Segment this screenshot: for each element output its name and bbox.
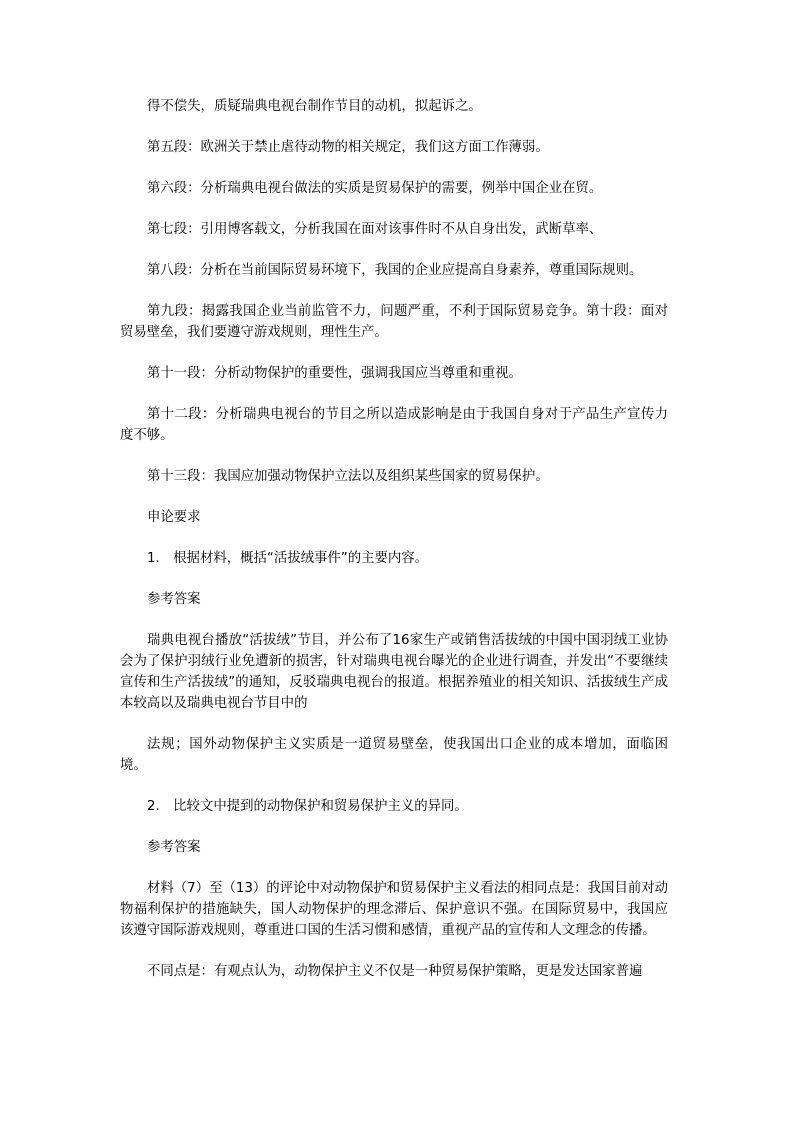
answer-1-paragraph-1: 瑞典电视台播放“活拔绒”节目，并公布了16家生产或销售活拔绒的中国中国羽绒工业协会为了保护羽绒行业免遭新的损害，针对瑞典电视台曝光的企业进行调查，并发出“不要继续宣传和生产活拔绒”的通知，反驳瑞典电视台的报道。根据养殖业的相关知识、活拔绒生产成本较高以及瑞典电视台节目中的 — [120, 633, 668, 711]
section-heading-requirements: 申论要求 — [147, 510, 201, 525]
answer-2-paragraph-1: 材料（7）至（13）的评论中对动物保护和贸易保护主义看法的相同点是：我国目前对动物福利保护的措施缺失，国人动物保护的理念滞后、保护意识不强。在国际贸易中，我国应该遵守国际游戏规则，尊重进口国的生活习惯和感情，重视产品的宣传和人文理念的传播。 — [120, 881, 669, 938]
paragraph-9: 第十三段：我国应加强动物保护立法以及组织某些国家的贸易保护。 — [147, 469, 549, 484]
answer-1-paragraph-2: 法规；国外动物保护主义实质是一道贸易壁垒，使我国出口企业的成本增加，面临困境。 — [120, 737, 668, 773]
question-1: 1. 根据材料，概括“活拔绒事件”的主要内容。 — [147, 551, 429, 566]
answer-heading-1: 参考答案 — [147, 592, 201, 607]
paragraph-4: 第七段：引用博客载文，分析我国在面对该事件时不从自身出发，武断草率、 — [147, 222, 603, 237]
paragraph-6: 第九段：揭露我国企业当前监管不力，问题严重，不利于国际贸易竞争。第十段：面对贸易壁垒，我们要遵守游戏规则，理性生产。 — [120, 304, 668, 340]
answer-2-paragraph-2: 不同点是：有观点认为，动物保护主义不仅是一种贸易保护策略，更是发达国家普遍 — [147, 964, 643, 979]
question-2: 2. 比较文中提到的动物保护和贸易保护主义的异同。 — [147, 799, 468, 814]
answer-heading-2: 参考答案 — [147, 840, 201, 855]
document-page — [120, 96, 668, 982]
paragraph-3: 第六段：分析瑞典电视台做法的实质是贸易保护的需要，例举中国企业在贸。 — [147, 181, 603, 196]
paragraph-5: 第八段：分析在当前国际贸易环境下，我国的企业应提高自身素养，尊重国际规则。 — [147, 263, 643, 278]
paragraph-7: 第十一段：分析动物保护的重要性，强调我国应当尊重和重视。 — [147, 366, 522, 381]
paragraph-2: 第五段：欧洲关于禁止虐待动物的相关规定，我们这方面工作薄弱。 — [147, 140, 549, 155]
paragraph-1: 得不偿失，质疑瑞典电视台制作节目的动机，拟起诉之。 — [147, 99, 482, 114]
paragraph-8: 第十二段：分析瑞典电视台的节目之所以造成影响是由于我国自身对于产品生产宣传力度不够。 — [120, 407, 668, 443]
